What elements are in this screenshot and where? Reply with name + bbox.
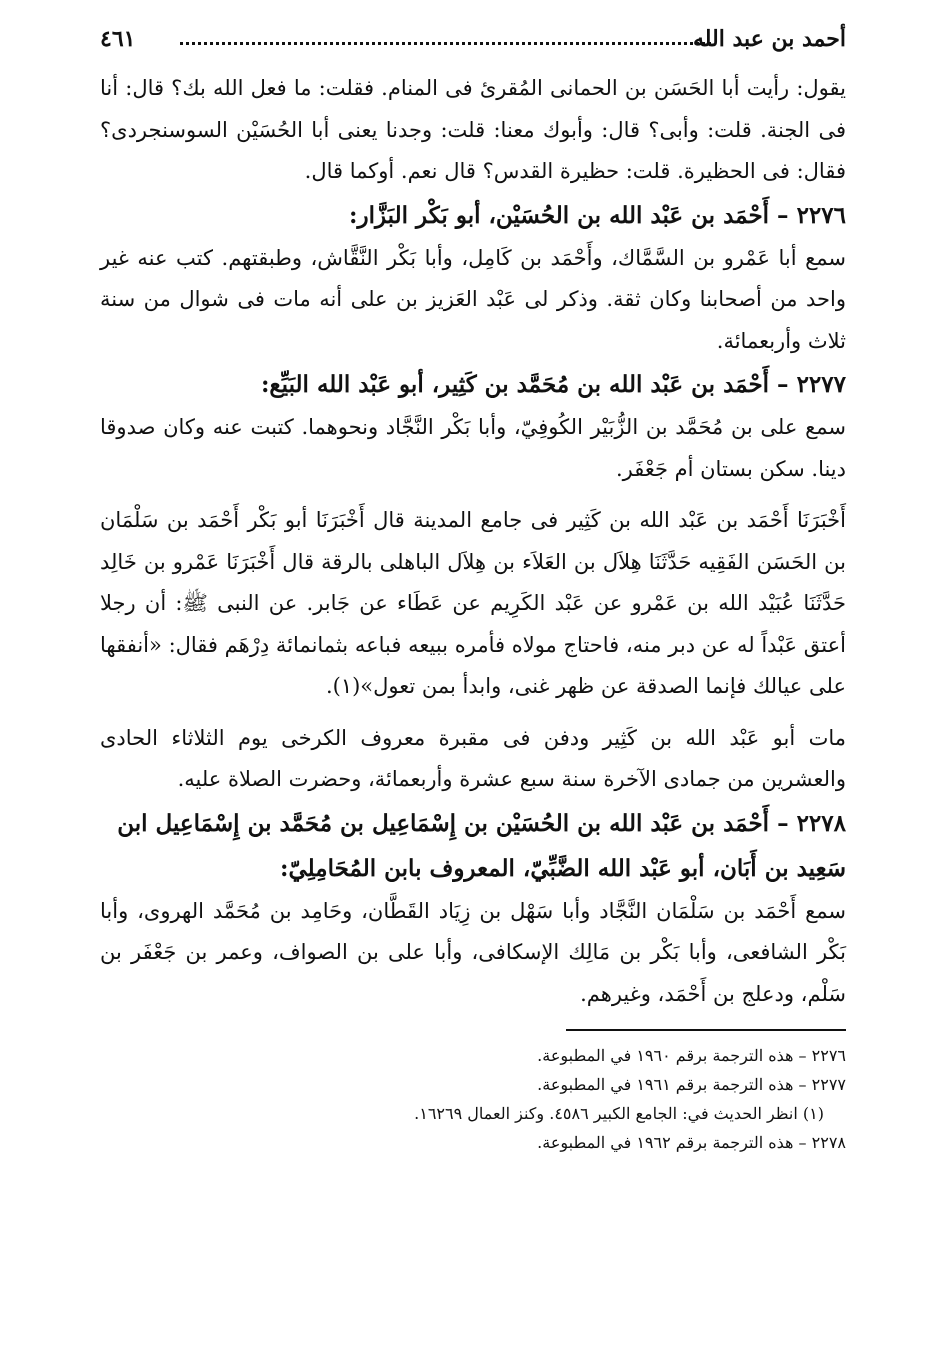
entry-body-2277: سمع على بن مُحَمَّد بن الزُّبَيْر الكُوفِيّ، وأبا بَكْر النَّجَّاد ونحوهما. كتبت عنه وكان صدوقا دينا. سكن بستان أم جَعْفَر.: [100, 415, 846, 481]
running-title: أحمد بن عبد الله: [692, 26, 846, 52]
footnote-2276: ٢٢٧٦ – هذه الترجمة برقم ١٩٦٠ في المطبوعة.: [537, 1046, 846, 1065]
footnote-separator: [566, 1029, 846, 1031]
footnote-1: (١) انظر الحديث في: الجامع الكبير ٤٥٨٦. وكنز العمال ١٦٢٦٩.: [414, 1104, 824, 1123]
page-header: [100, 22, 846, 54]
paragraph-continuation: يقول: رأيت أبا الحَسَن بن الحمانى المُقرئ فى المنام. فقلت: ما فعل الله بك؟ قال: أنا فى الجنة. قلت: وأبى؟ قال: وأبوك معنا: قلت: وجدنا يعنى أبا الحُسَيْن السوسنجردى؟ فقال: فى الحظيرة. قلت: حظيرة القدس؟ قال نعم. أوكما قال.: [100, 76, 846, 183]
page-number: ٤٦١: [100, 26, 136, 52]
hadith-paragraph: أَخْبَرَنَا أَحْمَد بن عَبْد الله بن كَثِير فى جامع المدينة قال أَخْبَرَنَا أبو بَكْر أَحْمَد بن سَلْمَان بن الحَسَن الفَقِيه حَدَّثَنَا هِلاَل بن العَلاَء بن هِلاَل الباهلى بالرقة قال أَخْبَرَنَا عَمْرو بن خَالِد حَدَّثَنَا عُبَيْد الله بن عَمْرو عن عَبْد الكَرِيم عن عَطَاء عن جَابر. عن النبى ﷺ: أن رجلا أعتق عَبْداً له عن دبر منه، فاحتاج مولاه فأمره ببيعه فباعه بثمانمائة دِرْهَم فقال: «أنفقها على عيالك فإنما الصدقة عن ظهر غنى، وابدأ بمن تعول»(١).: [100, 508, 846, 698]
book-page: [100, 22, 846, 1157]
entry-body-2276: سمع أبا عَمْرو بن السَّمَّاك، وأَحْمَد بن كَامِل، وأبا بَكْر النَّقَّاش، وطبقتهم. كتب عنه غير واحد من أصحابنا وكان ثقة. وذكر لى عَبْد العَزيز بن على أنه مات فى شوال من سنة ثلاث وأربعمائة.: [100, 245, 846, 353]
entry-title-2276: ٢٢٧٦ – أَحْمَد بن عَبْد الله بن الحُسَيْن، أبو بَكْر البَزَّار:: [349, 201, 846, 229]
paragraph-gap: [100, 490, 846, 500]
death-notice-paragraph: مات أبو عَبْد الله بن كَثِير ودفن فى مقبرة معروف الكرخى يوم الثلاثاء الحادى والعشرين من جمادى الآخرة سنة سبع عشرة وأربعمائة، وحضرت الصلاة عليه.: [100, 725, 846, 791]
entry-title-2277: ٢٢٧٧ – أَحْمَد بن عَبْد الله بن مُحَمَّد بن كَثِير، أبو عَبْد الله البَيِّع:: [260, 371, 846, 398]
entry-body-2278: سمع أَحْمَد بن سَلْمَان النَّجَّاد وأبا سَهْل بن زِيَاد القَطَّان، وحَامِد بن مُحَمَّد الهروى، وأبا بَكْر الشافعى، وأبا بَكْر بن مَالِك الإسكافى، وأبا على بن الصواف، وعمر بن جَعْفَر بن سَلْم، ودعلج بن أَحْمَد، وغيرهم.: [100, 898, 846, 1006]
footnote-2277: ٢٢٧٧ – هذه الترجمة برقم ١٩٦١ في المطبوعة.: [537, 1075, 846, 1094]
paragraph-gap: [100, 708, 846, 718]
header-dotted-leader: [180, 22, 711, 45]
footnote-2278: ٢٢٧٨ – هذه الترجمة برقم ١٩٦٢ في المطبوعة.: [537, 1133, 846, 1152]
entry-title-2278: ٢٢٧٨ – أَحْمَد بن عَبْد الله بن الحُسَيْن بن إِسْمَاعِيل بن مُحَمَّد بن إِسْمَاعِيل ابن سَعِيد بن أَبَان، أبو عَبْد الله الضَّبِّيّ، المعروف بابن المُحَامِلِيّ:: [117, 809, 846, 882]
